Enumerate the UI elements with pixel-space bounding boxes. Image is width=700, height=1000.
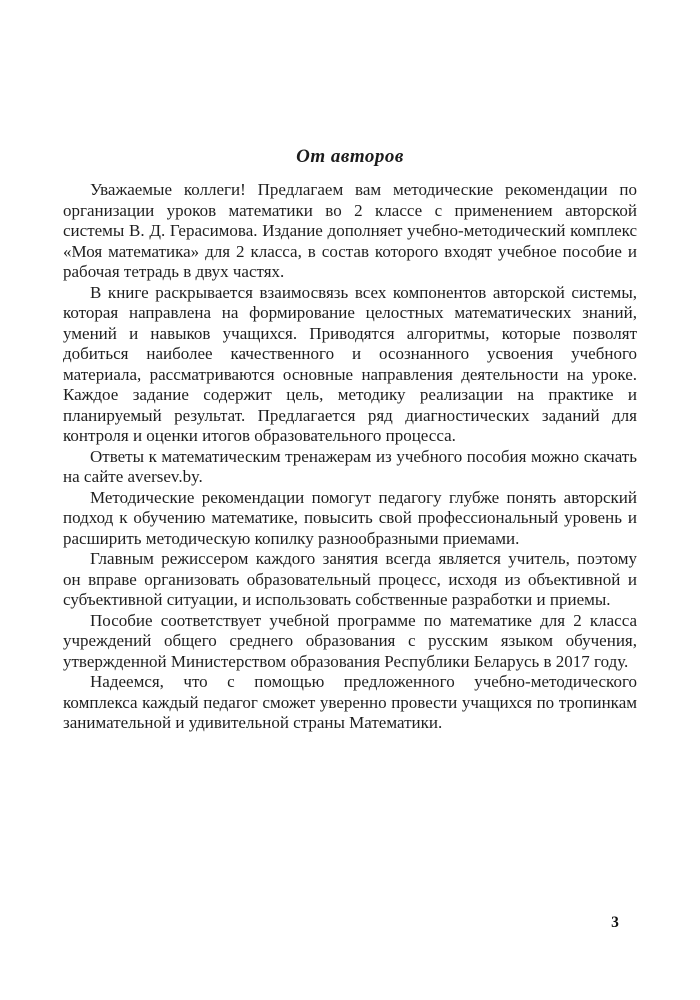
paragraph: Уважаемые коллеги! Предлагаем вам методические рекомендации по организации уроков математики во 2 классе с применением авторской системы В. Д. Герасимова. Издание дополняет учебно-методический комплекс «Моя математика» для 2 класса, в состав которого входят учебное пособие и рабочая тетрадь в двух частях. — [63, 180, 637, 281]
paragraph: Надеемся, что с помощью предложенного учебно-методического комплекса каждый педагог сможет уверенно провести учащихся по тропинкам занимательной и удивительной страны Математики. — [63, 672, 637, 732]
body-paragraphs — [63, 180, 637, 734]
page-number: 3 — [611, 914, 619, 931]
paragraph: Главным режиссером каждого занятия всегда является учитель, поэтому он вправе организовать образовательный процесс, исходя из объективной и субъективной ситуации, и использовать собственные разработки и приемы. — [63, 549, 637, 609]
page-content — [63, 146, 637, 734]
paragraph: Ответы к математическим тренажерам из учебного пособия можно скачать на сайте aversev.by. — [63, 446, 637, 486]
page-title: От авторов — [296, 146, 404, 167]
paragraph: В книге раскрывается взаимосвязь всех компонентов авторской системы, которая направлена на формирование целостных математических знаний, умений и навыков учащихся. Приводятся алгоритмы, которые позволят добиться наиболее качественного и осознанного усвоения учебного материала, рассматриваются основные направления деятельности на уроке. Каждое задание содержит цель, методику реализации на практике и планируемый результат. Предлагается ряд диагностических заданий для контроля и оценки итогов образовательного процесса. — [63, 282, 637, 445]
paragraph: Пособие соответствует учебной программе по математике для 2 класса учреждений общего среднего образования с русским языком обучения, утвержденной Министерством образования Республики Беларусь в 2017 году. — [63, 610, 637, 671]
paragraph: Методические рекомендации помогут педагогу глубже понять авторский подход к обучению математике, повысить свой профессиональный уровень и расширить методическую копилку разнообразными приемами. — [63, 487, 637, 548]
